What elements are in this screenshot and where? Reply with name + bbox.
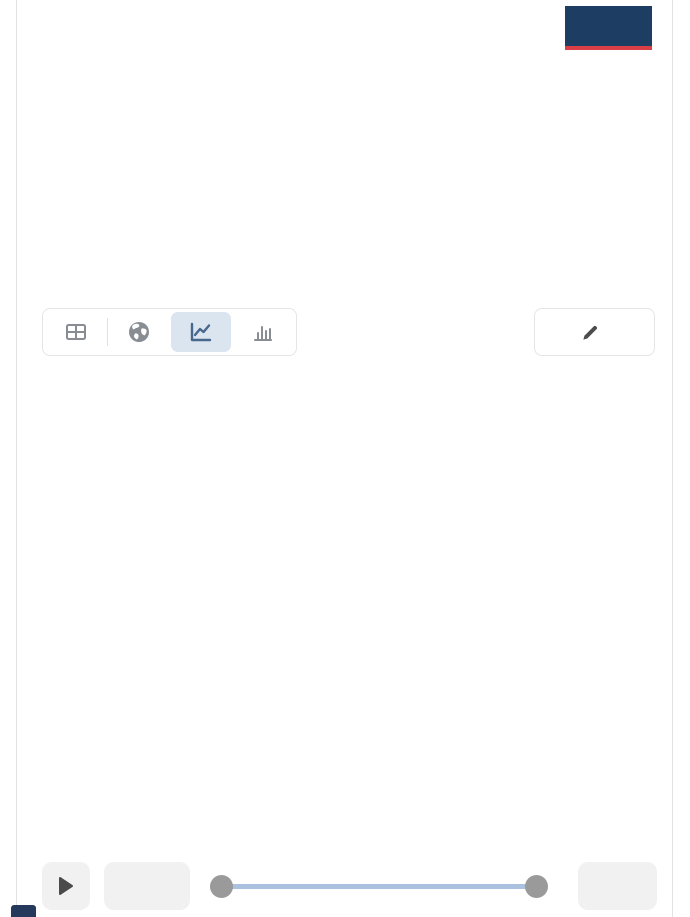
pencil-icon (581, 323, 600, 342)
timeline-slider-track[interactable] (222, 884, 536, 889)
edit-button[interactable] (534, 308, 655, 356)
play-button[interactable] (42, 862, 90, 910)
tab-table[interactable] (45, 310, 107, 354)
chart-canvas (0, 372, 690, 854)
page-title (40, 2, 520, 32)
bar-chart-icon (251, 320, 275, 344)
globe-icon (127, 320, 151, 344)
slider-handle-end[interactable] (525, 875, 548, 898)
cut-off-element (11, 905, 36, 917)
owid-logo[interactable] (565, 6, 652, 50)
timeline-end-year[interactable] (578, 862, 657, 910)
tab-line-chart[interactable] (171, 312, 231, 352)
play-icon (58, 876, 74, 896)
table-icon (64, 320, 88, 344)
timeline-start-year[interactable] (104, 862, 190, 910)
tab-map[interactable] (108, 310, 170, 354)
slider-handle-start[interactable] (210, 875, 233, 898)
tab-bar-chart[interactable] (232, 310, 294, 354)
chart-view-tabs (42, 308, 297, 356)
line-chart-icon (188, 319, 214, 345)
